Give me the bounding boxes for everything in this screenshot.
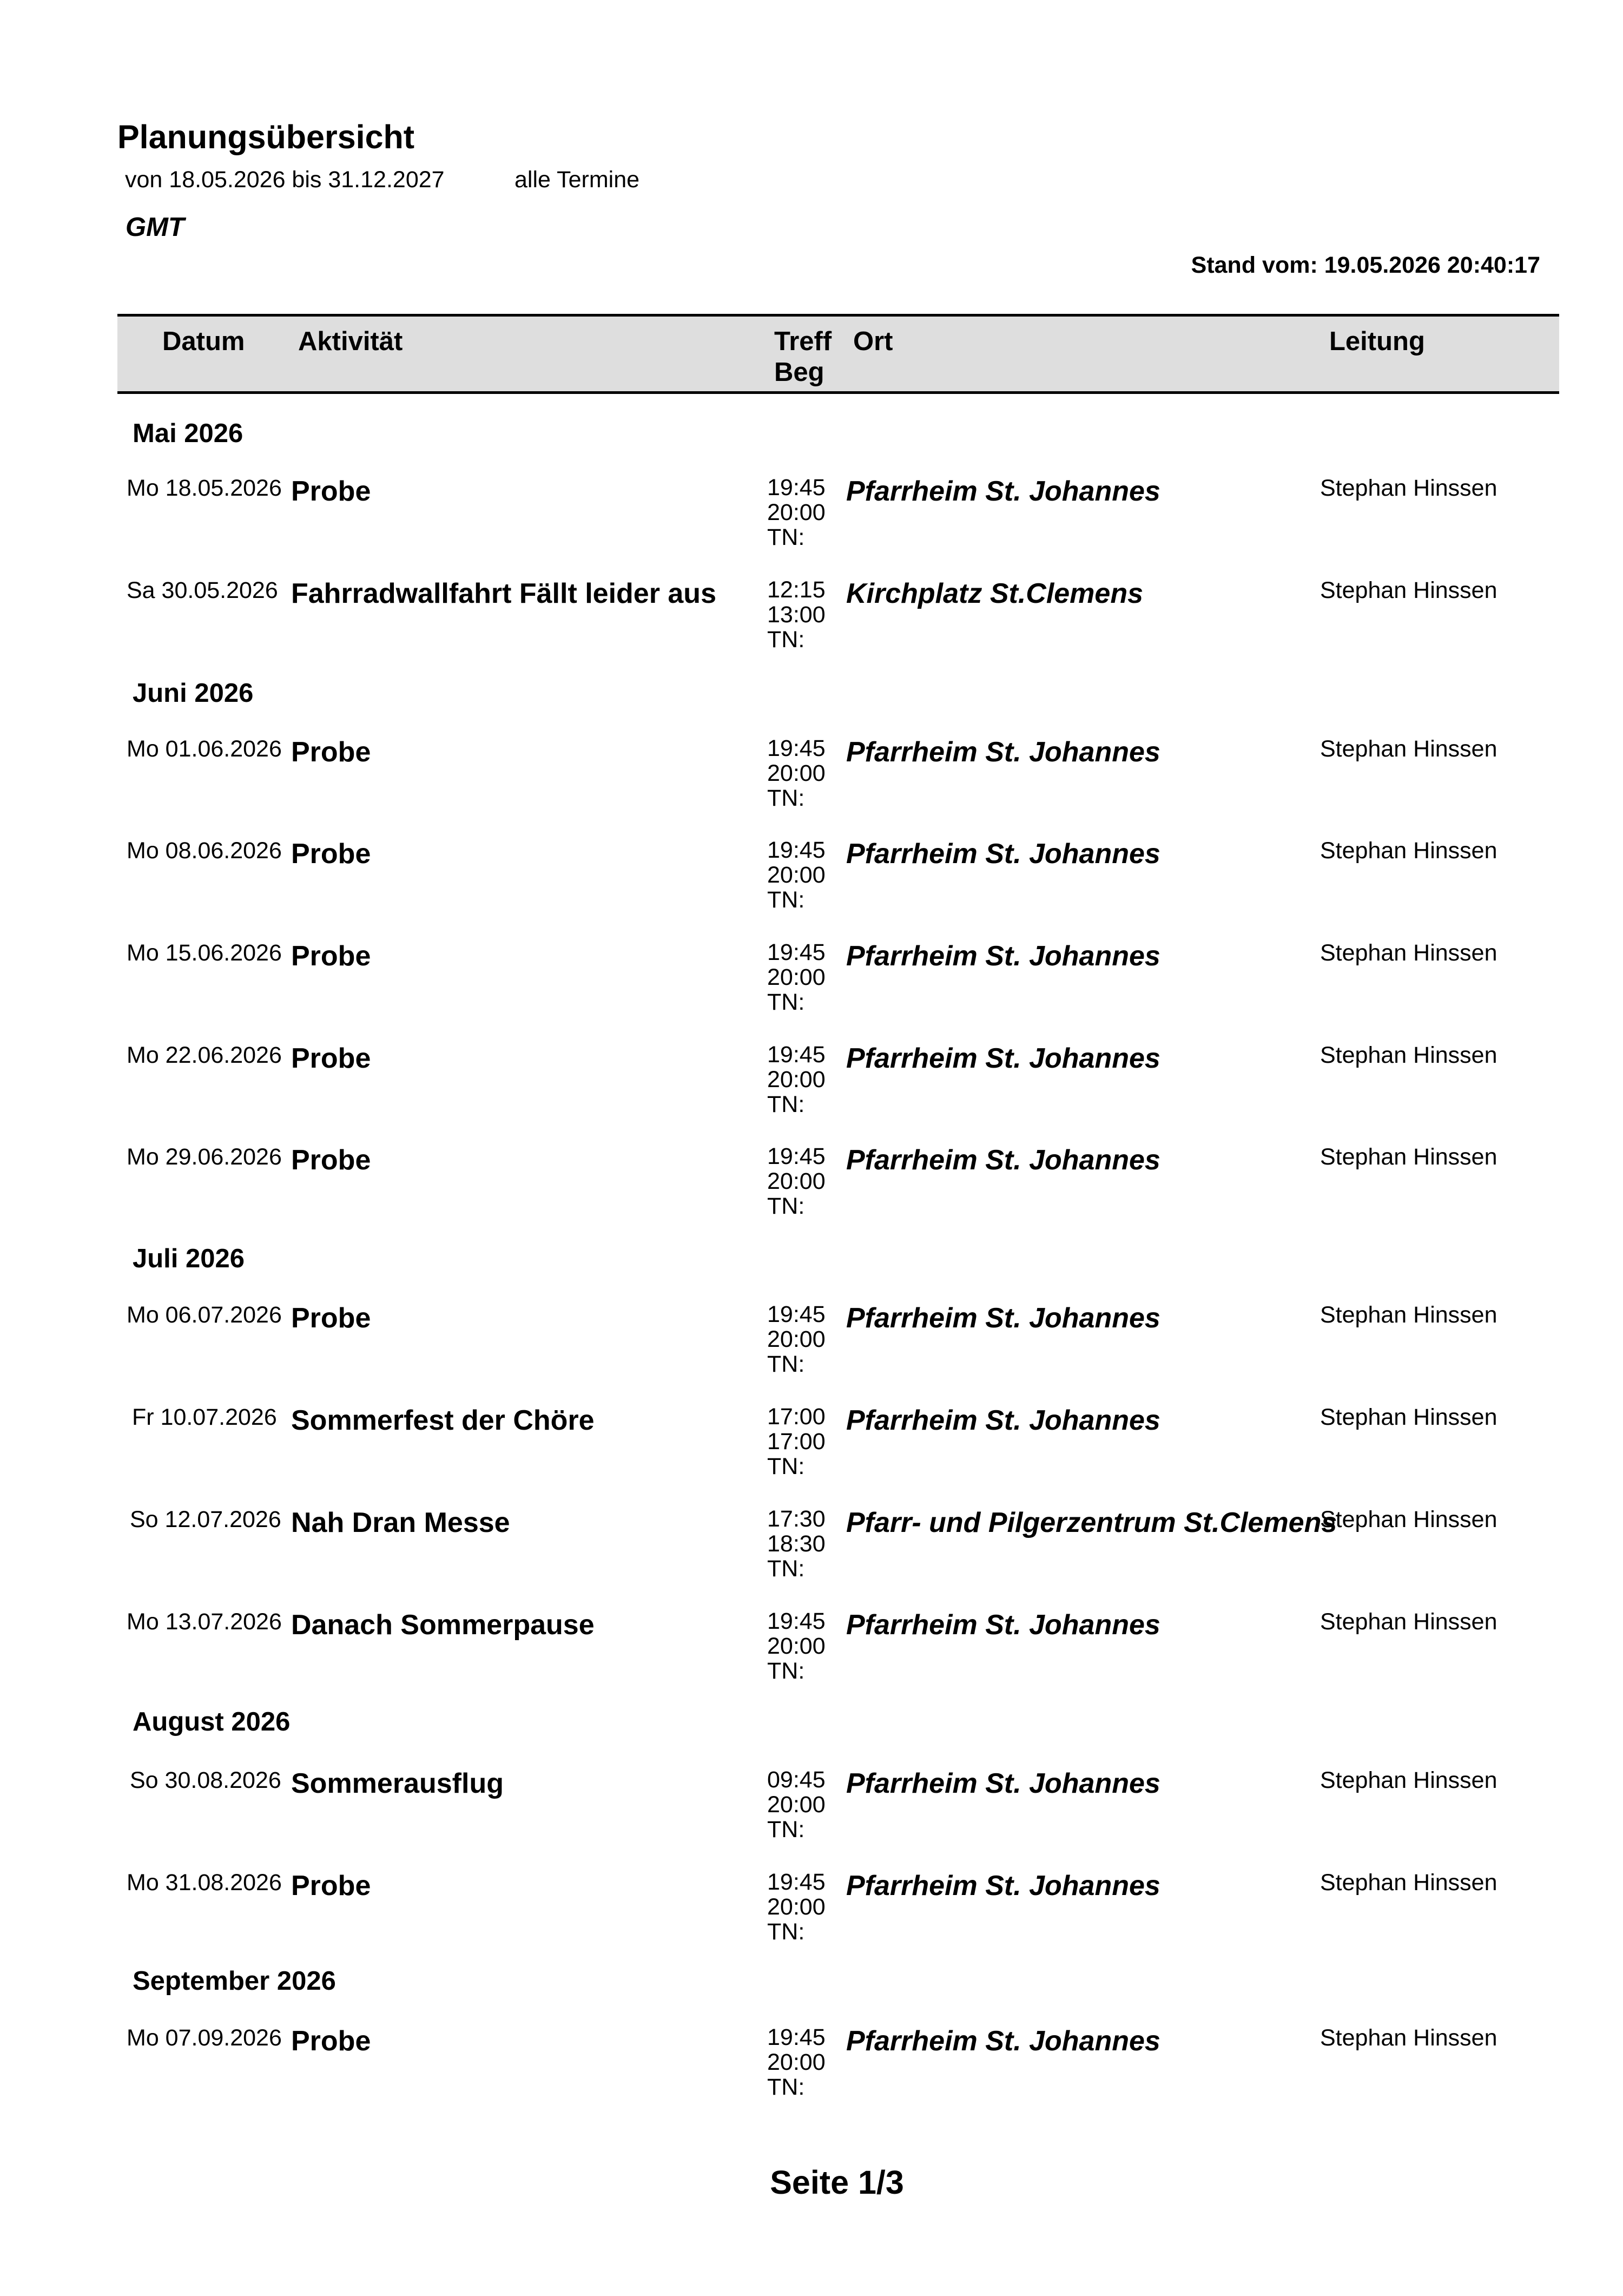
- table-row: [0, 1506, 1623, 1604]
- event-tn: TN:: [767, 524, 805, 550]
- event-treff: 19:45: [767, 1869, 826, 1895]
- event-activity: Probe: [291, 1144, 371, 1176]
- event-activity: Probe: [291, 1302, 371, 1334]
- event-tn: TN:: [767, 627, 805, 653]
- table-header: [117, 314, 1559, 394]
- event-beg: 20:00: [767, 862, 826, 888]
- event-location: Kirchplatz St.Clemens: [846, 578, 1144, 609]
- event-leader: Stephan Hinssen: [1320, 1870, 1497, 1896]
- event-location: Pfarr- und Pilgerzentrum St.Clemens: [846, 1507, 1337, 1538]
- header-treff: Treff: [774, 327, 832, 356]
- event-leader: Stephan Hinssen: [1320, 1404, 1497, 1430]
- table-row: [0, 2025, 1623, 2122]
- event-beg: 20:00: [767, 1326, 826, 1352]
- event-date: Mo 29.06.2026: [127, 1144, 282, 1170]
- event-location: Pfarrheim St. Johannes: [846, 1870, 1160, 1902]
- event-activity: Probe: [291, 736, 371, 768]
- event-tn: TN:: [767, 1556, 805, 1582]
- month-heading: Mai 2026: [133, 419, 243, 448]
- event-date: Mo 06.07.2026: [127, 1302, 282, 1328]
- event-activity: Probe: [291, 1870, 371, 1902]
- event-beg: 17:00: [767, 1429, 826, 1455]
- table-row: [0, 1404, 1623, 1502]
- event-beg: 18:30: [767, 1531, 826, 1557]
- event-activity: Probe: [291, 940, 371, 972]
- header-beg: Beg: [774, 358, 824, 387]
- table-row: [0, 1302, 1623, 1399]
- event-tn: TN:: [767, 1658, 805, 1684]
- table-row: [0, 1042, 1623, 1140]
- event-tn: TN:: [767, 1193, 805, 1219]
- event-date: Mo 01.06.2026: [127, 736, 282, 762]
- event-location: Pfarrheim St. Johannes: [846, 1144, 1160, 1176]
- event-leader: Stephan Hinssen: [1320, 1609, 1497, 1635]
- event-treff: 19:45: [767, 1608, 826, 1634]
- event-beg: 20:00: [767, 2049, 826, 2075]
- header-ort: Ort: [853, 327, 893, 356]
- table-row: [0, 1870, 1623, 1967]
- event-leader: Stephan Hinssen: [1320, 736, 1497, 762]
- event-beg: 20:00: [767, 964, 826, 990]
- month-heading: Juni 2026: [133, 679, 254, 708]
- event-leader: Stephan Hinssen: [1320, 475, 1497, 501]
- event-leader: Stephan Hinssen: [1320, 1144, 1497, 1170]
- event-beg: 20:00: [767, 1633, 826, 1659]
- event-location: Pfarrheim St. Johannes: [846, 1302, 1160, 1334]
- event-leader: Stephan Hinssen: [1320, 940, 1497, 966]
- event-leader: Stephan Hinssen: [1320, 577, 1497, 603]
- month-heading: Juli 2026: [133, 1244, 245, 1273]
- event-tn: TN:: [767, 989, 805, 1015]
- event-treff: 09:45: [767, 1767, 826, 1793]
- event-location: Pfarrheim St. Johannes: [846, 2025, 1160, 2057]
- event-activity: Fahrradwallfahrt Fällt leider aus: [291, 578, 716, 609]
- event-location: Pfarrheim St. Johannes: [846, 1609, 1160, 1641]
- event-tn: TN:: [767, 1919, 805, 1945]
- event-activity: Probe: [291, 476, 371, 507]
- table-row: [0, 1144, 1623, 1241]
- event-beg: 20:00: [767, 1894, 826, 1920]
- event-activity: Probe: [291, 2025, 371, 2057]
- event-leader: Stephan Hinssen: [1320, 1042, 1497, 1068]
- event-date: So 30.08.2026: [130, 1767, 281, 1793]
- event-activity: Nah Dran Messe: [291, 1507, 510, 1538]
- event-beg: 20:00: [767, 1792, 826, 1818]
- event-date: Sa 30.05.2026: [127, 577, 278, 603]
- event-location: Pfarrheim St. Johannes: [846, 838, 1160, 870]
- event-location: Pfarrheim St. Johannes: [846, 476, 1160, 507]
- event-date: Fr 10.07.2026: [132, 1404, 277, 1430]
- event-date: Mo 07.09.2026: [127, 2025, 282, 2051]
- timestamp: Stand vom: 19.05.2026 20:40:17: [1191, 252, 1540, 278]
- event-date: Mo 13.07.2026: [127, 1609, 282, 1635]
- event-tn: TN:: [767, 1817, 805, 1843]
- event-tn: TN:: [767, 1351, 805, 1377]
- event-leader: Stephan Hinssen: [1320, 1767, 1497, 1793]
- table-row: [0, 940, 1623, 1037]
- event-location: Pfarrheim St. Johannes: [846, 1405, 1160, 1436]
- table-row: [0, 1609, 1623, 1706]
- event-treff: 12:15: [767, 577, 826, 603]
- event-activity: Probe: [291, 1043, 371, 1074]
- event-tn: TN:: [767, 1453, 805, 1479]
- event-treff: 19:45: [767, 735, 826, 761]
- event-activity: Danach Sommerpause: [291, 1609, 595, 1641]
- page-footer: [0, 2163, 1623, 2201]
- event-treff: 19:45: [767, 1042, 826, 1068]
- event-treff: 19:45: [767, 1301, 826, 1327]
- event-beg: 20:00: [767, 499, 826, 525]
- event-activity: Sommerausflug: [291, 1768, 504, 1799]
- event-treff: 17:30: [767, 1506, 826, 1532]
- event-location: Pfarrheim St. Johannes: [846, 1768, 1160, 1799]
- event-treff: 17:00: [767, 1404, 826, 1430]
- document-title: Planungsübersicht: [117, 119, 415, 155]
- event-date: Mo 08.06.2026: [127, 838, 282, 864]
- event-beg: 20:00: [767, 1168, 826, 1194]
- event-location: Pfarrheim St. Johannes: [846, 1043, 1160, 1074]
- event-date: So 12.07.2026: [130, 1506, 281, 1532]
- event-treff: 19:45: [767, 2024, 826, 2050]
- event-tn: TN:: [767, 1091, 805, 1117]
- event-leader: Stephan Hinssen: [1320, 2025, 1497, 2051]
- event-tn: TN:: [767, 785, 805, 811]
- event-date: Mo 31.08.2026: [127, 1870, 282, 1896]
- event-date: Mo 18.05.2026: [127, 475, 282, 501]
- event-date: Mo 22.06.2026: [127, 1042, 282, 1068]
- event-treff: 19:45: [767, 837, 826, 863]
- event-beg: 20:00: [767, 760, 826, 786]
- month-heading: September 2026: [133, 1966, 336, 1996]
- event-tn: TN:: [767, 887, 805, 913]
- event-leader: Stephan Hinssen: [1320, 1506, 1497, 1532]
- table-row: [0, 838, 1623, 935]
- event-date: Mo 15.06.2026: [127, 940, 282, 966]
- event-activity: Probe: [291, 838, 371, 870]
- event-beg: 20:00: [767, 1067, 826, 1093]
- table-row: [0, 475, 1623, 573]
- event-leader: Stephan Hinssen: [1320, 1302, 1497, 1328]
- date-range: von 18.05.2026 bis 31.12.2027: [125, 167, 445, 193]
- event-activity: Sommerfest der Chöre: [291, 1405, 595, 1436]
- header-aktivitaet: Aktivität: [298, 327, 403, 356]
- event-tn: TN:: [767, 2074, 805, 2100]
- event-location: Pfarrheim St. Johannes: [846, 940, 1160, 972]
- event-location: Pfarrheim St. Johannes: [846, 736, 1160, 768]
- event-treff: 19:45: [767, 475, 826, 501]
- month-heading: August 2026: [133, 1707, 291, 1736]
- table-row: [0, 1767, 1623, 1865]
- filter-label: alle Termine: [514, 167, 640, 193]
- event-leader: Stephan Hinssen: [1320, 838, 1497, 864]
- event-treff: 19:45: [767, 1143, 826, 1169]
- table-row: [0, 736, 1623, 833]
- page-number: Seite 1/3: [770, 2164, 904, 2201]
- header-datum: Datum: [162, 327, 245, 356]
- table-row: [0, 577, 1623, 675]
- event-treff: 19:45: [767, 939, 826, 965]
- header-leitung: Leitung: [1329, 327, 1425, 356]
- group-name: GMT: [126, 213, 184, 242]
- event-beg: 13:00: [767, 602, 826, 628]
